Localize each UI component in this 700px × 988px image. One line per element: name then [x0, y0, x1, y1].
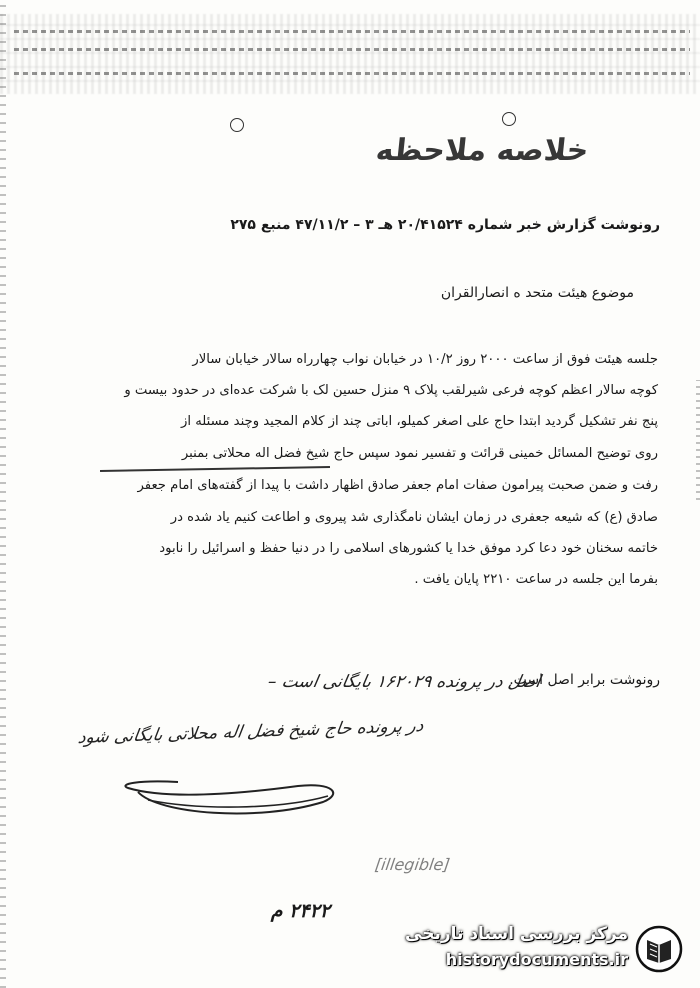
handwritten-initials: [illegible]: [373, 855, 452, 874]
archive-watermark: [400, 920, 690, 978]
body-text-line: روی توضیح المسائل خمینی قرائت و تفسیر نمود سپس حاج شیخ فضل اله محلاتی بمنبر: [181, 446, 658, 461]
handwritten-title: خلاصه ملاحظه: [373, 133, 590, 168]
scan-edge-right: [696, 380, 700, 500]
handwritten-underline: [100, 466, 330, 472]
watermark-site: historydocuments.ir: [445, 950, 628, 969]
watermark-org-name: مرکز بررسی اسناد تاریخی: [405, 924, 628, 944]
body-text-line: خاتمه سخنان خود دعا کرد موفق خدا یا کشورهای اسلامی را در دنیا حفظ و اسرائیل را نابود: [159, 541, 658, 556]
hole-punch-mark: [230, 118, 244, 132]
document-number: ۲۴۲۲ م: [270, 900, 330, 922]
body-text-line: پنج نفر تشکیل گردید ابتدا حاج علی اصغر کمیلو، اباتی چند از کلام المجید وچند مسئله از: [180, 414, 658, 429]
faded-header-line: [14, 30, 690, 33]
copy-certification: رونوشت برابر اصل است.: [509, 672, 660, 688]
body-text-line: بفرما این جلسه در ساعت ۲۲۱۰ پایان یافت .: [414, 572, 658, 587]
scan-edge-left: [0, 0, 6, 988]
handwritten-archive-note: اصل در پرونده ۱۶۲۰۲۹ بایگانی است –: [266, 672, 542, 692]
handwritten-filing-note: در پرونده حاج شیخ فضل اله محلاتی بایگانی شود: [76, 716, 425, 748]
faded-header-line: [14, 72, 690, 75]
signature-flourish: [118, 752, 348, 824]
body-text-line: جلسه هیئت فوق از ساعت ۲۰۰۰ روز ۱۰/۲ در خیابان نواب چهارراه سالار خیابان سالار: [192, 352, 658, 367]
faded-header-area: [0, 14, 700, 94]
body-text-line: رفت و ضمن صحبت پیرامون صفات امام جعفر صادق اظهار داشت با پیدا از گفته‌های امام جعفر: [137, 478, 658, 493]
book-logo-icon: [634, 924, 684, 974]
faded-header-line: [14, 48, 690, 51]
body-text-line: کوچه سالار اعظم کوچه فرعی شیرلقب پلاک ۹ منزل حسین لک با شرکت عده‌ای در حدود بیست و: [124, 383, 658, 398]
body-text-line: صادق (ع) که شیعه جعفری در زمان ایشان نامگذاری شد پیروی و اطاعت کنیم یاد شده در: [170, 510, 658, 525]
subject-line: موضوع هیئت متحد ه انصارالقران: [440, 285, 634, 301]
hole-punch-mark: [502, 112, 516, 126]
reference-line: رونوشت گزارش خبر شماره ۲۰/۴۱۵۲۴ هـ ۳ – ۴۷/۱۱/۲ منبع ۲۷۵: [230, 217, 660, 233]
